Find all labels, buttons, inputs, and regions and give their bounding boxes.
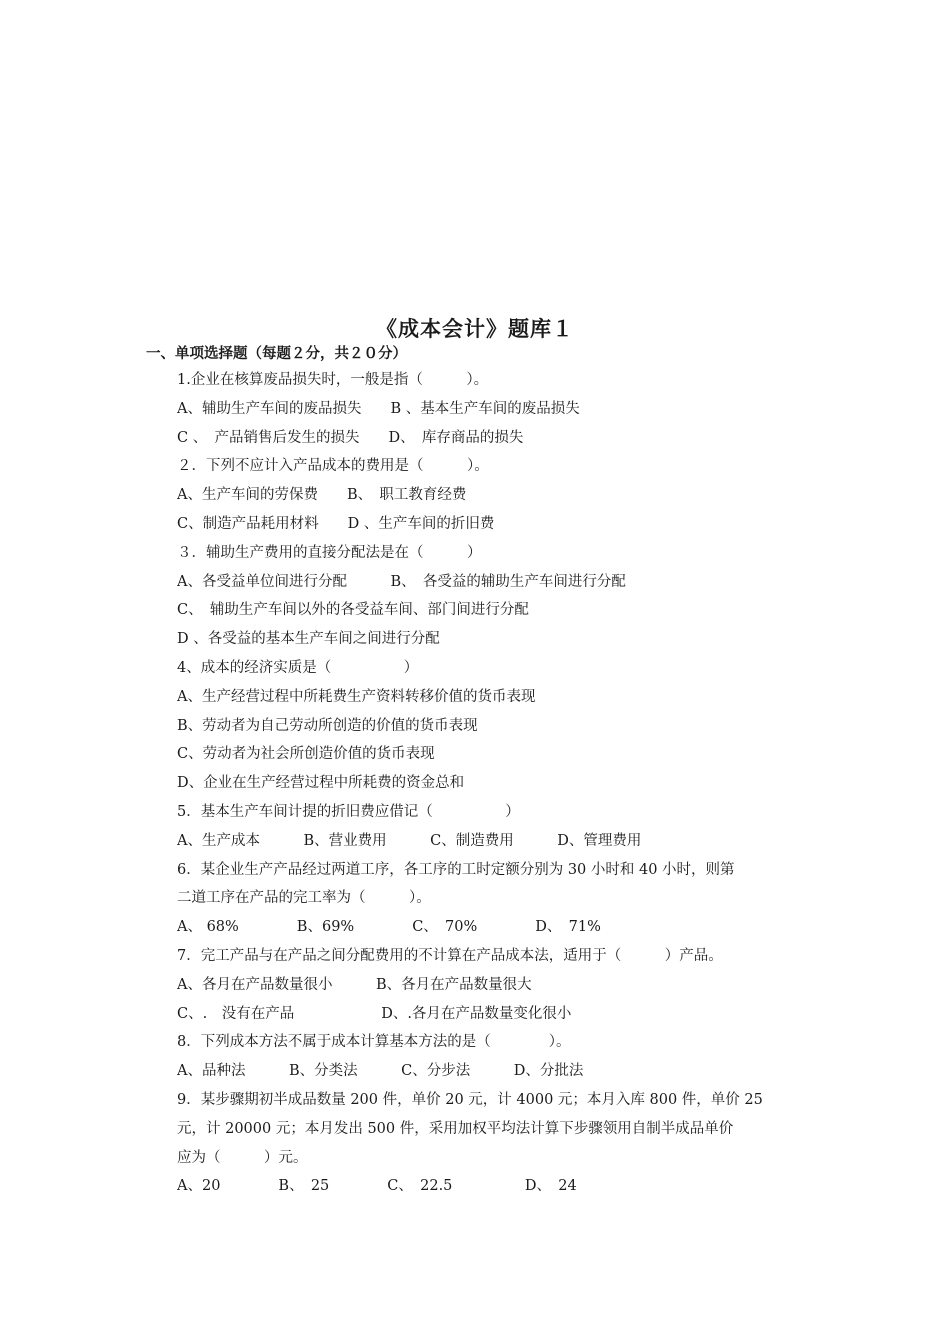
text-line: A、辅助生产车间的废品损失 B 、基本生产车间的废品损失 xyxy=(177,400,580,417)
text-line: A、生产车间的劳保费 B、 职工教育经费 xyxy=(177,487,467,504)
text-line: A、生产成本 B、营业费用 C、制造费用 D、管理费用 xyxy=(177,832,642,849)
text-line: 5．基本生产车间计提的折旧费应借记（ ） xyxy=(177,803,520,820)
text-line: 4、成本的经济实质是（ ） xyxy=(177,659,419,676)
text-line: A、 68% B、69% C、 70% D、 71% xyxy=(177,919,601,936)
text-line: ２．下列不应计入产品成本的费用是（ ）。 xyxy=(177,458,489,475)
text-line: D 、各受益的基本生产车间之间进行分配 xyxy=(177,631,440,648)
section-heading: 一、单项选择题（每题２分，共２０分） xyxy=(146,346,407,362)
text-line: 1.企业在核算废品损失时，一般是指（ ）。 xyxy=(177,372,489,388)
text-line: A、生产经营过程中所耗费生产资料转移价值的货币表现 xyxy=(177,688,536,705)
text-line: A、各月在产品数量很小 B、各月在产品数量很大 xyxy=(177,976,532,993)
text-line: 7．完工产品与在产品之间分配费用的不计算在产品成本法，适用于（ ）产品。 xyxy=(177,947,723,964)
text-line: 二道工序在产品的完工率为（ ）。 xyxy=(177,890,431,907)
text-line: A、20 B、 25 C、 22.5 D、 24 xyxy=(177,1178,577,1195)
text-line: 应为（ ）元。 xyxy=(177,1149,308,1166)
text-line: ３．辅助生产费用的直接分配法是在（ ） xyxy=(177,544,482,561)
text-line: C 、 产品销售后发生的损失 D、 库存商品的损失 xyxy=(177,429,524,446)
text-line: C、 辅助生产车间以外的各受益车间、部门间进行分配 xyxy=(177,602,529,619)
text-line: 9．某步骤期初半成品数量 200 件，单价 20 元，计 4000 元；本月入库 800 件，单价 25 xyxy=(177,1091,763,1108)
text-line: A、品种法 B、分类法 C、分步法 D、分批法 xyxy=(177,1063,584,1080)
text-line: D、企业在生产经营过程中所耗费的资金总和 xyxy=(177,775,465,792)
document-title: 《成本会计》题库１ xyxy=(376,317,574,341)
text-line: 8．下列成本方法不属于成本计算基本方法的是（ ）。 xyxy=(177,1034,571,1051)
text-line: C、劳动者为社会所创造价值的货币表现 xyxy=(177,746,435,763)
text-line: B、劳动者为自己劳动所创造的价值的货币表现 xyxy=(177,717,478,734)
text-line: 元，计 20000 元；本月发出 500 件，采用加权平均法计算下步骤领用自制半成品单价 xyxy=(177,1120,734,1137)
text-line: C、. 没有在产品 D、.各月在产品数量变化很小 xyxy=(177,1005,572,1022)
question-body xyxy=(177,366,817,1201)
text-line: C、制造产品耗用材料 D 、生产车间的折旧费 xyxy=(177,515,495,532)
text-line: 6．某企业生产产品经过两道工序，各工序的工时定额分别为 30 小时和 40 小时，则第 xyxy=(177,861,735,878)
text-line: A、各受益单位间进行分配 B、 各受益的辅助生产车间进行分配 xyxy=(177,573,626,590)
